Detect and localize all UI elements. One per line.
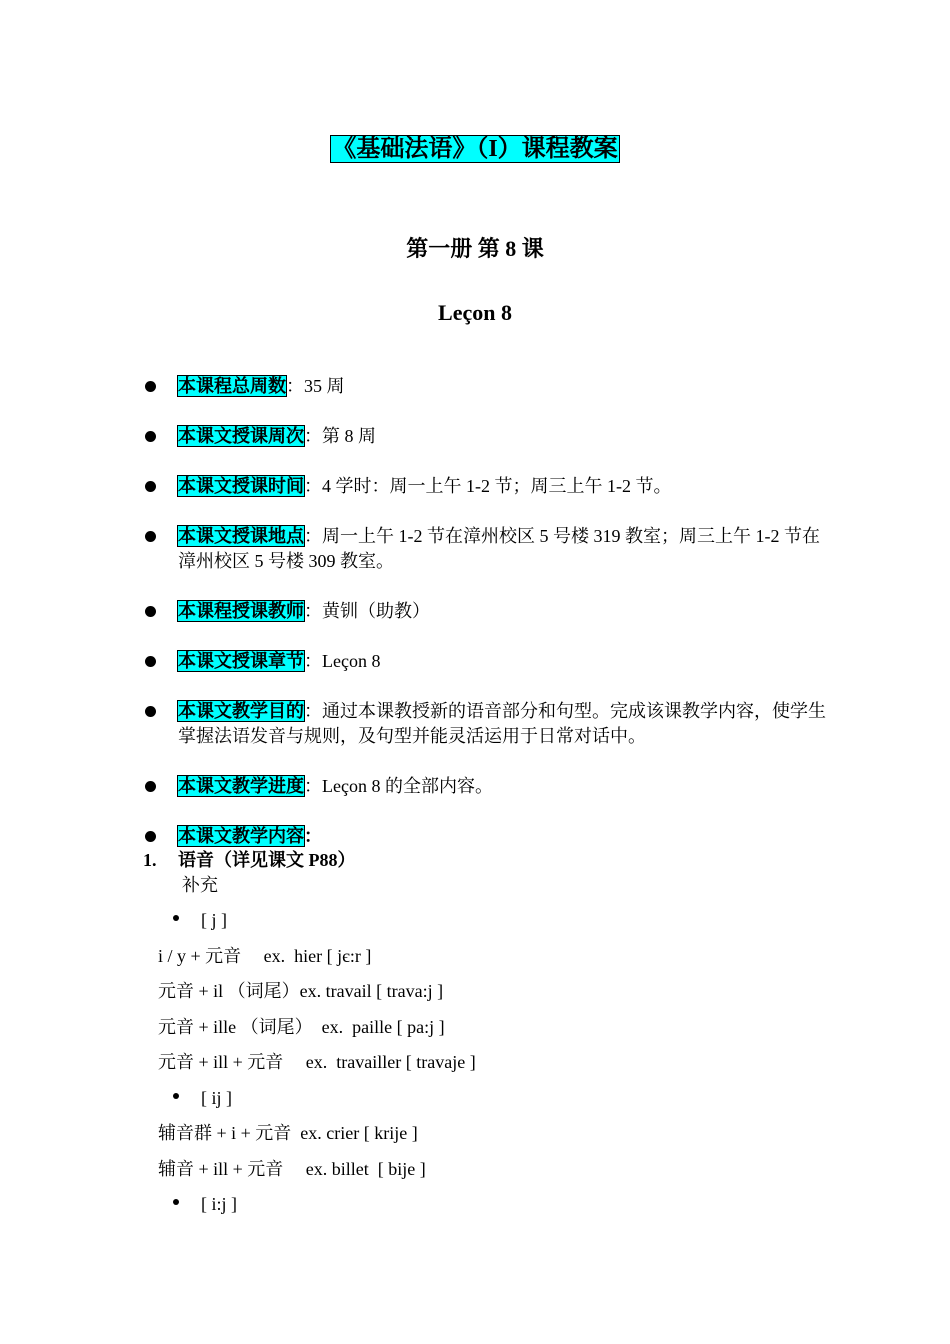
bullet-dot-icon xyxy=(145,706,156,717)
info-item-location xyxy=(140,524,830,574)
info-label: 本课文授课地点 xyxy=(178,526,304,546)
info-value: 35 周 xyxy=(304,376,345,396)
info-sep: ： xyxy=(304,601,322,621)
phonetic-rule: 元音 + ill + 元音 ex. travailler [ travaje ] xyxy=(158,1052,476,1072)
info-label: 本课文教学目的 xyxy=(178,701,304,721)
bullet-dot-icon xyxy=(173,915,179,921)
info-item-content xyxy=(140,824,830,849)
info-value: 周一上午 1-2 节在漳州校区 5 号楼 319 教室；周三上午 1-2 节在漳州校区 5 号楼 309 教室。 xyxy=(178,526,820,571)
bullet-dot-icon xyxy=(145,381,156,392)
bullet-dot-icon xyxy=(145,781,156,792)
info-item-chapter xyxy=(140,649,830,674)
book-lesson-heading: 第一册 第 8 课 xyxy=(406,236,544,261)
section-number: 1. xyxy=(143,850,157,870)
info-item-teaching-week xyxy=(140,424,830,449)
info-value: 第 8 周 xyxy=(322,426,376,446)
page-title xyxy=(0,134,950,164)
section-title: 语音（详见课文 P88） xyxy=(178,850,356,870)
bullet-dot-icon xyxy=(145,531,156,542)
bullet-dot-icon xyxy=(145,831,156,842)
phonetic-bullet-ij-long: [ i:j ] xyxy=(201,1194,237,1214)
phonetic-bullet-ij: [ ij ] xyxy=(201,1088,232,1108)
supplement-label: 补充 xyxy=(182,875,218,895)
bullet-dot-icon xyxy=(173,1199,179,1205)
lesson-fr-heading: Leçon 8 xyxy=(438,300,512,325)
info-value: Leçon 8 的全部内容。 xyxy=(322,776,493,796)
phonetic-rule: 元音 + il （词尾）ex. travail [ trava:j ] xyxy=(158,981,444,1001)
info-sep: ： xyxy=(304,526,322,546)
bullet-dot-icon xyxy=(173,1093,179,1099)
bullet-dot-icon xyxy=(145,481,156,492)
info-value: 黄钏（助教） xyxy=(322,601,430,621)
page-title-text: 《基础法语》（I）课程教案 xyxy=(332,136,618,162)
bullet-dot-icon xyxy=(145,431,156,442)
info-label: 本课文教学进度 xyxy=(178,776,304,796)
bullet-dot-icon xyxy=(145,606,156,617)
info-item-objective xyxy=(140,699,830,749)
info-label: 本课程授课教师 xyxy=(178,601,304,621)
phonetic-rule: i / y + 元音 ex. hier [ jє:r ] xyxy=(158,946,372,966)
info-item-teacher xyxy=(140,599,830,624)
info-value: 通过本课教授新的语音部分和句型。完成该课教学内容，使学生掌握法语发音与规则，及句型并能灵活运用于日常对话中。 xyxy=(178,701,826,746)
info-sep: ： xyxy=(304,426,322,446)
info-label: 本课程总周数 xyxy=(178,376,286,396)
info-sep: ： xyxy=(304,776,322,796)
info-label: 本课文授课周次 xyxy=(178,426,304,446)
info-label: 本课文授课时间 xyxy=(178,476,304,496)
phonetic-rule: 辅音 + ill + 元音 ex. billet [ bije ] xyxy=(158,1159,426,1179)
section-heading-phonetics xyxy=(143,848,356,872)
phonetic-bullet-j: [ j ] xyxy=(201,910,227,930)
info-value: Leçon 8 xyxy=(322,651,381,671)
info-sep: ： xyxy=(304,476,322,496)
info-item-total-weeks xyxy=(140,374,830,399)
info-value: 4 学时：周一上午 1-2 节；周三上午 1-2 节。 xyxy=(322,476,672,496)
info-sep: ： xyxy=(286,376,304,396)
info-sep: ： xyxy=(304,826,322,846)
info-sep: ： xyxy=(304,701,322,721)
bullet-dot-icon xyxy=(145,656,156,667)
phonetic-rule: 元音 + ille （词尾） ex. paille [ pa:j ] xyxy=(158,1017,445,1037)
course-info-list xyxy=(140,374,830,849)
info-item-progress xyxy=(140,774,830,799)
info-item-teaching-time xyxy=(140,474,830,499)
phonetic-rule: 辅音群 + i + 元音 ex. crier [ krije ] xyxy=(158,1123,418,1143)
info-label: 本课文教学内容 xyxy=(178,826,304,846)
info-sep: ： xyxy=(304,651,322,671)
info-label: 本课文授课章节 xyxy=(178,651,304,671)
